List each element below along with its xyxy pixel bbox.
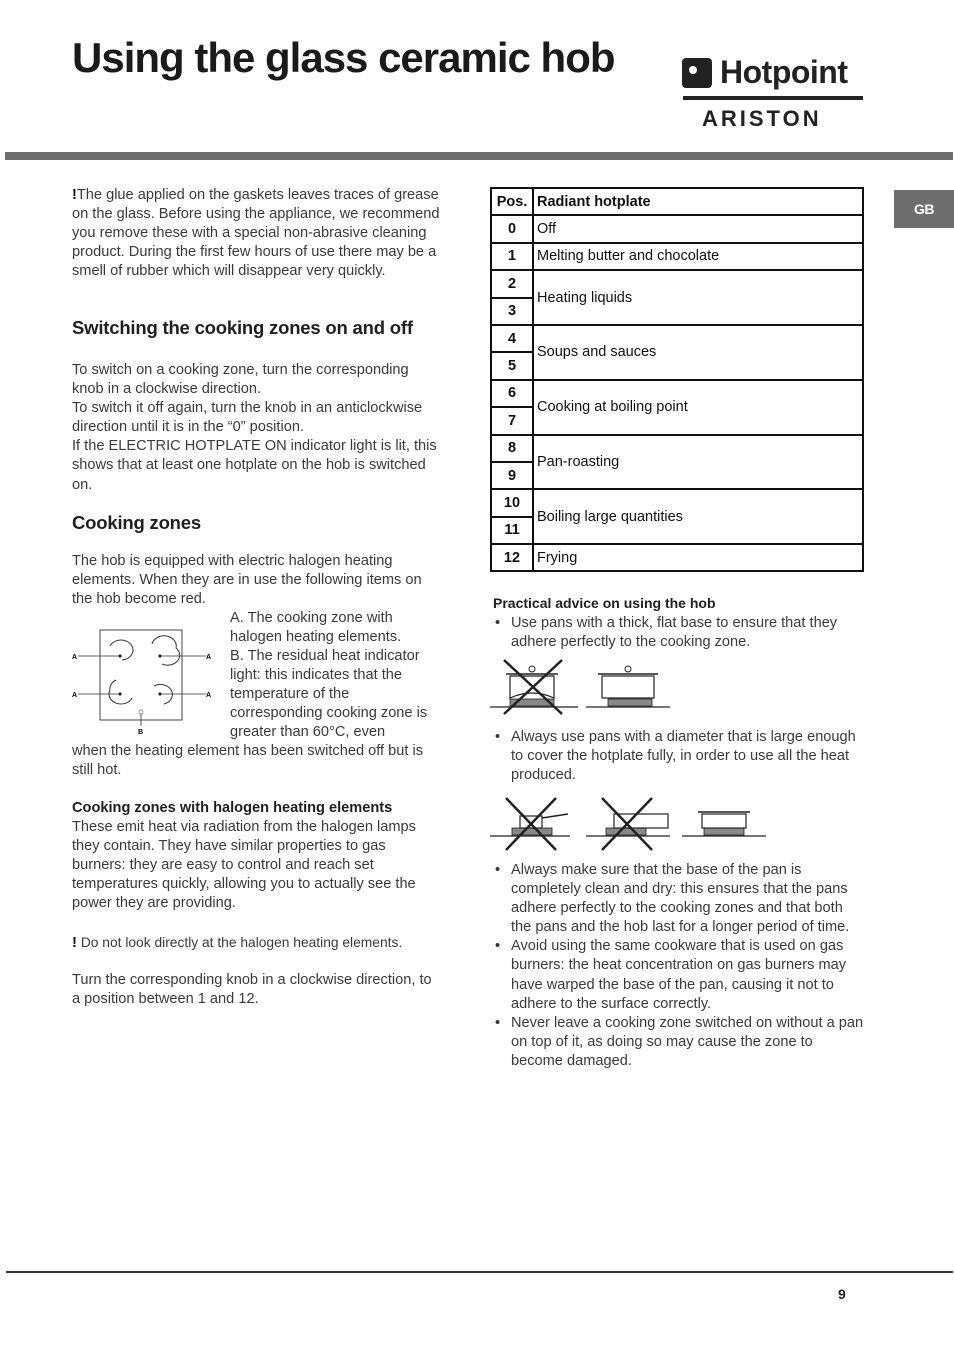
pos-cell: 4 bbox=[491, 325, 533, 352]
logo-mark-icon bbox=[682, 58, 712, 88]
pos-cell: 0 bbox=[491, 215, 533, 242]
advice-list-3 bbox=[493, 861, 865, 1071]
hob-diagram bbox=[72, 628, 222, 740]
intro-paragraph bbox=[72, 186, 442, 281]
page-title: Using the glass ceramic hob bbox=[72, 34, 615, 81]
desc-cell: Melting butter and chocolate bbox=[533, 243, 863, 270]
pos-cell: 6 bbox=[491, 380, 533, 407]
desc-cell: Soups and sauces bbox=[533, 325, 863, 380]
radiant-hotplate-table bbox=[490, 187, 864, 572]
desc-cell: Pan-roasting bbox=[533, 435, 863, 490]
advice-list-2 bbox=[493, 728, 863, 785]
desc-cell: Heating liquids bbox=[533, 270, 863, 325]
cooking-zones-heading: Cooking zones bbox=[72, 512, 201, 533]
hotpoint-ariston-logo bbox=[680, 54, 866, 134]
pos-cell: 7 bbox=[491, 407, 533, 434]
intro-text: The glue applied on the gaskets leaves traces of grease on the glass. Before using the appliance, we recommend you remove these with a special non-abrasive cleaning product. During the first few hours of use there may be a smell of rubber which will disappear very quickly. bbox=[72, 187, 440, 280]
label-a-4: A bbox=[206, 692, 212, 699]
switching-text-2: To switch it off again, turn the knob in an anticlockwise direction until it is in the “0” position. bbox=[72, 400, 423, 436]
table-row bbox=[491, 215, 863, 242]
switching-text-1: To switch on a cooking zone, turn the corresponding knob in a clockwise direction. bbox=[72, 362, 409, 398]
list-item: • Always use pans with a diameter that is large enough to cover the hotplate fully, in order to use all the heat produced. bbox=[493, 728, 863, 785]
table-row bbox=[491, 489, 863, 516]
desc-cell: Off bbox=[533, 215, 863, 242]
table-row bbox=[491, 435, 863, 462]
table-header-row bbox=[491, 188, 863, 215]
logo-sub: ARISTON bbox=[702, 106, 822, 131]
pos-cell: 9 bbox=[491, 462, 533, 489]
warning-mark: ! bbox=[72, 934, 77, 951]
desc-cell: Boiling large quantities bbox=[533, 489, 863, 544]
list-item: • Avoid using the same cookware that is used on gas burners: the heat concentration on gas burners may have warped the base of the pan, causing it not to adhere to the surface correctly. bbox=[493, 937, 865, 1013]
desc-cell: Frying bbox=[533, 544, 863, 571]
pos-cell: 12 bbox=[491, 544, 533, 571]
logo-brand: Hotpoint bbox=[720, 54, 848, 90]
zone-b-description: B. The residual heat indicator light: this indicates that the temperature of the corresponding cooking zone is greater than 60°C, even bbox=[230, 648, 428, 741]
halogen-heading: Cooking zones with halogen heating elements bbox=[72, 800, 393, 816]
label-b: B bbox=[138, 729, 144, 736]
page-number: 9 bbox=[838, 1286, 846, 1302]
list-item: • Always make sure that the base of the pan is completely clean and dry: this ensures that the pans adhere perfectly to the cooking zones and that both the pans and the hob last for a longer period of time. bbox=[493, 861, 865, 937]
flat-base-pan-illustration bbox=[490, 658, 670, 718]
list-item: • Never leave a cooking zone switched on without a pan on top of it, as doing so may cause the zone to become damaged. bbox=[493, 1014, 865, 1071]
desc-cell: Cooking at boiling point bbox=[533, 380, 863, 435]
table-row bbox=[491, 270, 863, 297]
footer-rule bbox=[6, 1271, 953, 1273]
table-row bbox=[491, 380, 863, 407]
halogen-warning-text: Do not look directly at the halogen heating elements. bbox=[77, 935, 403, 950]
pan-size-illustration bbox=[490, 796, 770, 854]
halogen-text: These emit heat via radiation from the halogen lamps they contain. They have similar properties to gas burners: they are easy to control and reach set temperatures quickly, allowing you to actually see the power they are providing. bbox=[72, 819, 416, 912]
pos-cell: 5 bbox=[491, 352, 533, 379]
label-a-2: A bbox=[206, 654, 212, 661]
col-header-desc: Radiant hotplate bbox=[533, 188, 863, 215]
advice-list-1 bbox=[493, 614, 863, 652]
zone-a-description: A. The cooking zone with halogen heating elements. bbox=[230, 610, 402, 646]
pos-cell: 3 bbox=[491, 298, 533, 325]
pos-cell: 1 bbox=[491, 243, 533, 270]
pos-cell: 11 bbox=[491, 517, 533, 544]
logo-bar bbox=[683, 96, 863, 100]
switching-text bbox=[72, 361, 442, 495]
switching-text-3: If the ELECTRIC HOTPLATE ON indicator light is lit, this shows that at least one hotplate on the hob is switched on. bbox=[72, 438, 437, 493]
cooking-zones-text: The hob is equipped with electric halogen heating elements. When they are in use the following items on the hob become red. bbox=[72, 553, 422, 608]
turn-knob-text: Turn the corresponding knob in a clockwise direction, to a position between 1 and 12. bbox=[72, 972, 432, 1008]
col-header-pos: Pos. bbox=[491, 188, 533, 215]
header-rule bbox=[5, 152, 953, 160]
pos-cell: 2 bbox=[491, 270, 533, 297]
pos-cell: 10 bbox=[491, 489, 533, 516]
switching-heading: Switching the cooking zones on and off bbox=[72, 317, 413, 338]
advice-heading: Practical advice on using the hob bbox=[493, 595, 716, 611]
label-a-3: A bbox=[72, 692, 78, 699]
halogen-warning bbox=[72, 933, 442, 952]
label-a-1: A bbox=[72, 654, 78, 661]
warning-mark: ! bbox=[72, 187, 77, 203]
language-tab: GB bbox=[894, 190, 954, 228]
table-row bbox=[491, 243, 863, 270]
zone-b-continued: when the heating element has been switched off but is still hot. bbox=[72, 743, 424, 779]
table-row bbox=[491, 325, 863, 352]
pos-cell: 8 bbox=[491, 435, 533, 462]
list-item: • Use pans with a thick, flat base to ensure that they adhere perfectly to the cooking zone. bbox=[493, 614, 863, 652]
table-row bbox=[491, 544, 863, 571]
